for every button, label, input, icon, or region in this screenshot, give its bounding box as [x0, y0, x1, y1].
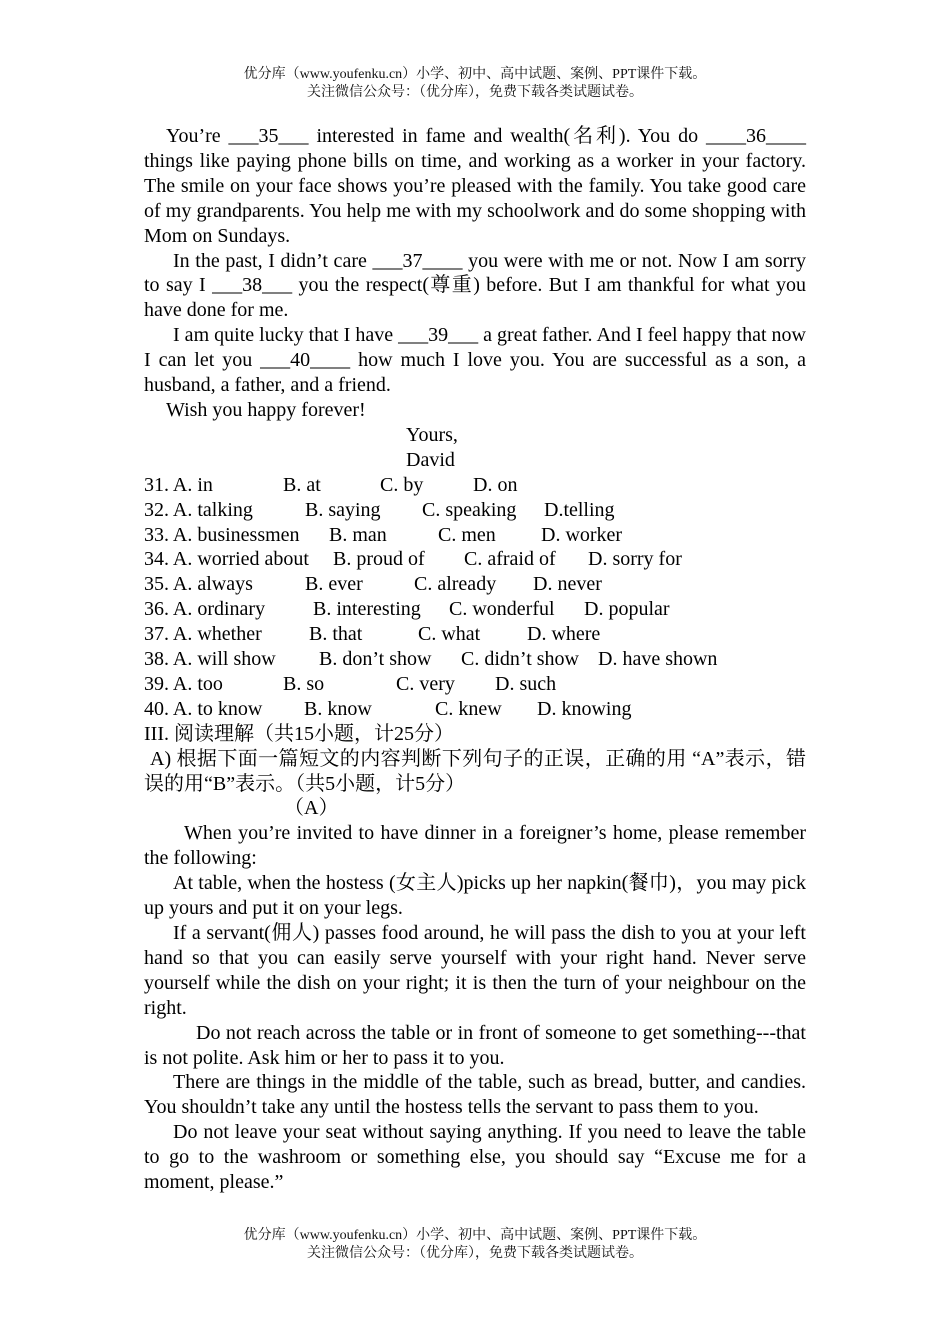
option-d: D. such — [495, 672, 557, 695]
option-row — [144, 697, 806, 722]
footer-line-2: 关注微信公众号：（优分库），免费下载各类试题试卷。 — [307, 1246, 643, 1261]
option-a: 32. A. talking — [144, 498, 253, 521]
passage-paragraph-4: Do not reach across the table or in front of someone to get something---that is not polite. Ask him or her to pass it to you. — [144, 1021, 806, 1069]
option-c: C. very — [396, 672, 455, 695]
option-row — [144, 498, 806, 523]
option-b: B. that — [309, 623, 363, 646]
option-c: C. what — [418, 623, 481, 646]
section-title: III. 阅读理解（共15小题，计25分） — [144, 722, 454, 745]
option-c: C. by — [380, 473, 424, 496]
option-b: B. saying — [305, 498, 381, 521]
option-b: B. man — [329, 523, 387, 546]
option-c: C. knew — [435, 697, 502, 720]
option-b: B. interesting — [313, 598, 421, 621]
option-b: B. don’t show — [319, 648, 432, 671]
option-c: C. speaking — [422, 498, 517, 521]
passage-paragraph-3: If a servant(佣人) passes food around, he will pass the dish to you at your left hand so that you can easily serve yourself with your right hand. Never serve yourself while the dish on your right; it is then the turn of your neighbour on the right. — [144, 922, 806, 1019]
option-row — [144, 647, 806, 672]
option-row — [144, 597, 806, 622]
option-a: 33. A. businessmen — [144, 523, 300, 546]
page-header — [0, 66, 950, 102]
option-c: C. men — [438, 523, 496, 546]
document-body — [144, 124, 806, 1195]
option-d: D. on — [473, 473, 518, 496]
option-b: B. so — [283, 672, 325, 695]
option-a: 39. A. too — [144, 672, 223, 695]
passage-label: （A） — [284, 797, 339, 820]
option-a: 40. A. to know — [144, 697, 263, 720]
header-line-1: 优分库（www.youfenku.cn）小学、初中、高中试题、案例、PPT课件下载。 — [243, 67, 707, 82]
option-row — [144, 622, 806, 647]
section-instruction: A) 根据下面一篇短文的内容判断下列句子的正误，正确的用 “A”表示，错误的用“B”表示。（共5小题，计5分） — [144, 747, 806, 795]
letter-signature: David — [406, 448, 455, 471]
option-list — [144, 473, 806, 722]
option-c: C. afraid of — [464, 548, 556, 571]
passage-paragraph-1: When you’re invited to have dinner in a foreigner’s home, please remember the following: — [144, 822, 806, 870]
option-c: C. didn’t show — [461, 648, 579, 671]
option-row — [144, 523, 806, 548]
option-d: D. worker — [541, 523, 623, 546]
letter-paragraph-1: You’re ___35___ interested in fame and wealth(名利). You do ____36____ things like paying phone bills on time, and working as a worker in your factory. The smile on your face shows you’re pleased with the family. You take good care of my grandparents. You help me with my schoolwork and do some shopping with Mom on Sundays. — [144, 125, 806, 247]
option-d: D. have shown — [598, 648, 718, 671]
option-a: 37. A. whether — [144, 623, 262, 646]
option-d: D. never — [533, 573, 602, 596]
letter-paragraph-3: I am quite lucky that I have ___39___ a great father. And I feel happy that now I can let you ___40____ how much I love you. You are successful as a son, a husband, a father, and a friend. — [144, 324, 806, 397]
option-d: D. sorry for — [588, 548, 682, 571]
letter-paragraph-2: In the past, I didn’t care ___37____ you were with me or not. Now I am sorry to say I ___38___ you the respect(尊重) before. But I am thankful for what you have done for me. — [144, 249, 806, 322]
footer-line-1: 优分库（www.youfenku.cn）小学、初中、高中试题、案例、PPT课件下载。 — [243, 1228, 707, 1243]
passage-paragraph-5: There are things in the middle of the table, such as bread, butter, and candies. You shouldn’t take any until the hostess tells the servant to pass them to you. — [144, 1071, 806, 1119]
option-row — [144, 672, 806, 697]
header-line-2: 关注微信公众号：（优分库），免费下载各类试题试卷。 — [307, 85, 643, 100]
option-d: D. where — [527, 623, 601, 646]
letter-closing: Yours, — [406, 423, 458, 446]
option-row — [144, 473, 806, 498]
option-d: D. knowing — [537, 697, 632, 720]
option-c: C. already — [414, 573, 497, 596]
option-c: C. wonderful — [449, 598, 555, 621]
option-a: 38. A. will show — [144, 648, 276, 671]
option-b: B. ever — [305, 573, 363, 596]
option-a: 34. A. worried about — [144, 548, 309, 571]
option-a: 31. A. in — [144, 473, 213, 496]
option-d: D.telling — [544, 498, 615, 521]
page-footer — [0, 1227, 950, 1263]
option-a: 35. A. always — [144, 573, 253, 596]
option-a: 36. A. ordinary — [144, 598, 266, 621]
passage-paragraph-6: Do not leave your seat without saying anything. If you need to leave the table to go to the washroom or something else, you should say “Excuse me for a moment, please.” — [144, 1121, 806, 1194]
passage-paragraph-2: At table, when the hostess (女主人)picks up her napkin(餐巾)，you may pick up yours and put it on your legs. — [144, 872, 806, 920]
option-row — [144, 547, 806, 572]
letter-wish: Wish you happy forever! — [166, 398, 366, 421]
option-b: B. proud of — [333, 548, 425, 571]
option-b: B. at — [283, 473, 321, 496]
option-row — [144, 572, 806, 597]
option-b: B. know — [304, 697, 372, 720]
option-d: D. popular — [584, 598, 670, 621]
